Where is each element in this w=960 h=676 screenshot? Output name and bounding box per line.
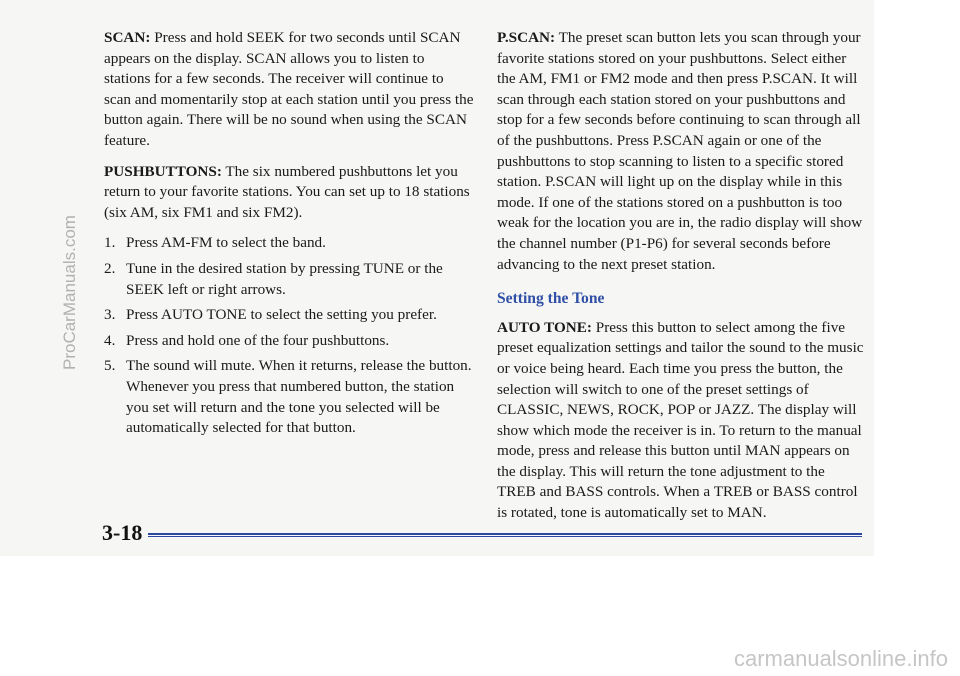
step-number: 4.: [104, 331, 116, 349]
autotone-text: Press this button to select among the five preset equalization settings and tailor the sound to the music or voice being heard. Each time you press the button, the selection will switch to one of the preset settings of CLASSIC, NEWS, ROCK, POP or JAZZ. The display will show which mode the receiver is in. To return to the manual mode, press and release this button until MAN appears on the display. This will return the tone adjustment to the TREB and BASS controls. When a TREB or BASS control is rotated, tone is automatically set to MAN.: [497, 318, 864, 522]
step-item: [104, 331, 474, 352]
scan-paragraph: [104, 28, 474, 152]
pushbuttons-term: PUSHBUTTONS:: [104, 162, 222, 180]
step-text: Press and hold one of the four pushbuttons.: [126, 331, 390, 349]
bottom-watermark: carmanualsonline.info: [733, 646, 948, 671]
step-item: [104, 356, 474, 438]
page-number: 3-18: [102, 520, 143, 545]
footer-rule: [148, 533, 862, 537]
pushbuttons-paragraph: [104, 162, 474, 224]
scan-term: SCAN:: [104, 29, 151, 46]
step-text: Press AUTO TONE to select the setting you prefer.: [126, 306, 437, 324]
autotone-paragraph: [497, 318, 867, 524]
pushbuttons-text: The six numbered pushbuttons let you return to your favorite stations. You can set up to 18 stations (six AM, six FM1 and six FM2).: [104, 162, 470, 221]
pscan-text: The preset scan button lets you scan through your favorite stations stored on your pushbuttons. Select either the AM, FM1 or FM2 mode and then press P.SCAN. It will scan through each station stored on your pushbuttons and stop for a few seconds before continuing to scan through all of the pushbuttons. Press P.SCAN again or one of the pushbuttons to stop scanning to listen to a specific stored station. P.SCAN will light up on the display while in this mode. If one of the stations stored on a pushbutton is too weak for the location you are in, the radio display will show the channel number (P1-P6) for several seconds before advancing to the next preset station.: [497, 29, 863, 273]
step-item: [104, 259, 474, 300]
step-number: 1.: [104, 234, 116, 252]
pushbutton-steps: [104, 233, 474, 438]
step-number: 3.: [104, 306, 116, 324]
pscan-term: P.SCAN:: [497, 29, 556, 46]
section-heading: Setting the Tone: [497, 290, 605, 308]
autotone-term: AUTO TONE:: [497, 318, 592, 336]
pscan-paragraph: [497, 28, 867, 275]
step-text: The sound will mute. When it returns, release the button. Whenever you press that numbered button, the station you set will return and the tone you selected will be automatically selected for that button.: [126, 357, 472, 437]
scan-text: Press and hold SEEK for two seconds until SCAN appears on the display. SCAN allows you to listen to stations for a few seconds. The receiver will continue to scan and momentarily stop at each station until you press the button again. There will be no sound when using the SCAN feature.: [104, 29, 474, 149]
side-watermark: ProCarManuals.com: [60, 215, 79, 370]
step-item: [104, 233, 474, 254]
right-column: [497, 28, 867, 534]
step-text: Tune in the desired station by pressing TUNE or the SEEK left or right arrows.: [126, 259, 443, 298]
left-column: [104, 28, 474, 444]
step-number: 5.: [104, 357, 116, 375]
step-item: [104, 305, 474, 326]
step-number: 2.: [104, 259, 116, 277]
step-text: Press AM-FM to select the band.: [126, 234, 326, 252]
